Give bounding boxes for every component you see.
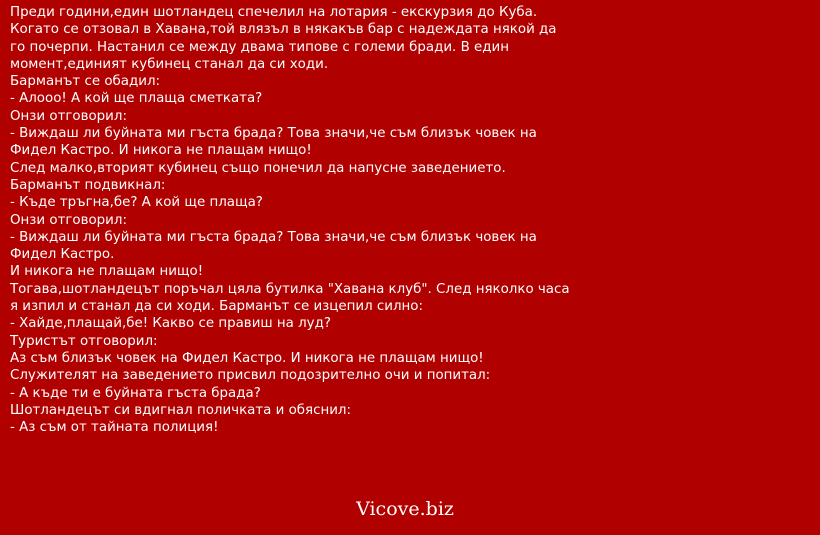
joke-line: Онзи отговорил:: [10, 212, 127, 228]
joke-line: И никога не плащам нищо!: [10, 264, 204, 280]
joke-line: Шотландецът си вдигнал поличката и обяснил:: [10, 402, 351, 418]
joke-line: - Аз съм от тайната полиция!: [10, 420, 219, 436]
joke-line: я изпил и станал да си ходи. Барманът се изцепил силно:: [10, 299, 424, 315]
joke-line: Фидел Кастро.: [10, 247, 115, 263]
joke-line: Преди години,един шотландец спечелил на лотария - екскурзия до Куба.: [10, 5, 538, 20]
joke-line: Туристът отговорил:: [10, 333, 158, 349]
joke-line: Когато се отзовал в Хавана,той влязъл в някакъв бар с надеждата някой да: [10, 22, 557, 38]
joke-line: Тогава,шотландецът поръчал цяла бутилка "Хавана клуб". След няколко часа: [10, 281, 570, 297]
joke-line: момент,единият кубинец станал да си ходи.: [10, 56, 329, 72]
joke-line: Служителят на заведението присвил подозрително очи и попитал:: [10, 368, 491, 384]
joke-line: Барманът се обадил:: [10, 74, 161, 90]
joke-line: - Хайде,плащай,бе! Какво се правиш на луд?: [10, 316, 331, 332]
joke-line: го почерпи. Настанил се между двама типове с големи бради. В един: [10, 39, 509, 55]
joke-line: - Виждаш ли буйната ми гъста брада? Това значи,че съм близък човек на: [10, 229, 537, 245]
joke-line: След малко,вторият кубинец също понечил да напусне заведението.: [10, 160, 506, 176]
joke-line: - Виждаш ли буйната ми гъста брада? Това значи,че съм близък човек на: [10, 126, 537, 142]
joke-line: - А къде ти е буйната гъста брада?: [10, 385, 261, 401]
joke-line: Барманът подвикнал:: [10, 177, 166, 193]
joke-line: Онзи отговорил:: [10, 108, 127, 124]
joke-text: [10, 4, 810, 436]
joke-line: Аз съм близък човек на Фидел Кастро. И никога не плащам нищо!: [10, 350, 484, 366]
joke-line: - Алооо! А кой ще плаща сметката?: [10, 91, 263, 107]
joke-line: Фидел Кастро. И никога не плащам нищо!: [10, 143, 312, 159]
site-watermark: Vicove.biz: [356, 498, 454, 520]
joke-line: - Къде тръгна,бе? А кой ще плаща?: [10, 195, 263, 211]
